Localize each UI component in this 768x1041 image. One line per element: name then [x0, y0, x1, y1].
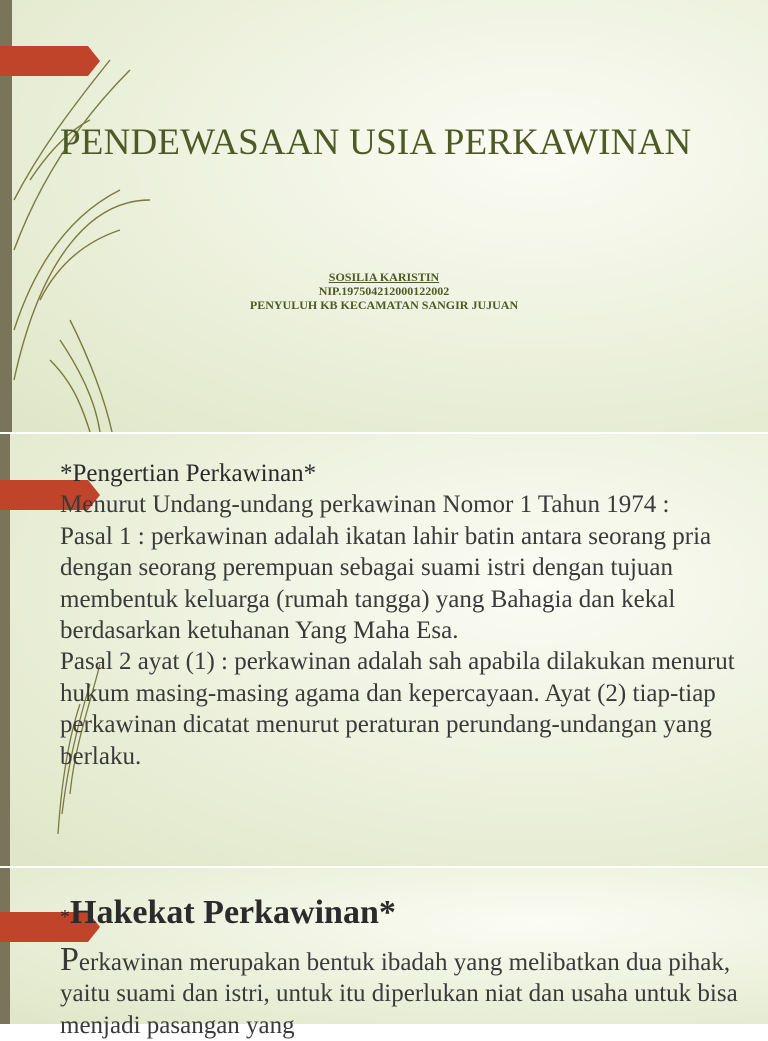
slide-2	[0, 434, 768, 866]
presenter-position: PENYULUH KB KECAMATAN SANGIR JUJUAN	[249, 298, 519, 312]
slide-accent-tab	[0, 46, 100, 76]
slide-3	[0, 868, 768, 1039]
heading-text: Hakekat Perkawinan*	[70, 894, 396, 931]
heading-star: *	[60, 906, 70, 928]
paragraph: Menurut Undang-undang perkawinan Nomor 1 Tahun 1974 :	[60, 491, 670, 519]
slide-3-content	[60, 941, 750, 1041]
section-heading: *Pengertian Perkawinan*	[60, 460, 317, 487]
paragraph: Pasal 2 ayat (1) : perkawinan adalah sah apabila dilakukan menurut hukum masing-masing agama dan kepercayaan. Ayat (2) tiap-tiap perkawinan dicatat menurut peraturan perundang-undangan yang berlaku.	[60, 648, 735, 770]
slide-side-bar	[0, 868, 10, 1024]
presentation-title: PENDEWASAAN USIA PERKAWINAN	[60, 122, 692, 163]
presenter-name: SOSILIA KARISTIN	[328, 270, 440, 284]
presenter-nip: NIP.197504212000122002	[318, 284, 450, 298]
slide-1	[0, 0, 768, 432]
paragraph: Pasal 1 : perkawinan adalah ikatan lahir batin antara seorang pria dengan seorang perempuan sebagai suami istri dengan tujuan membentuk keluarga (rumah tangga) yang Bahagia dan kekal berdasarkan ketuhanan Yang Maha Esa.	[60, 522, 712, 645]
presenter-info	[0, 270, 768, 312]
section-heading	[60, 894, 396, 932]
slide-2-content	[60, 458, 750, 772]
paragraph: erkawinan merupakan bentuk ibadah yang melibatkan dua pihak, yaitu suami dan istri, untuk itu diperlukan niat dan usaha untuk bisa menjadi pasangan yang	[60, 949, 738, 1039]
dropcap-letter: P	[60, 941, 79, 978]
